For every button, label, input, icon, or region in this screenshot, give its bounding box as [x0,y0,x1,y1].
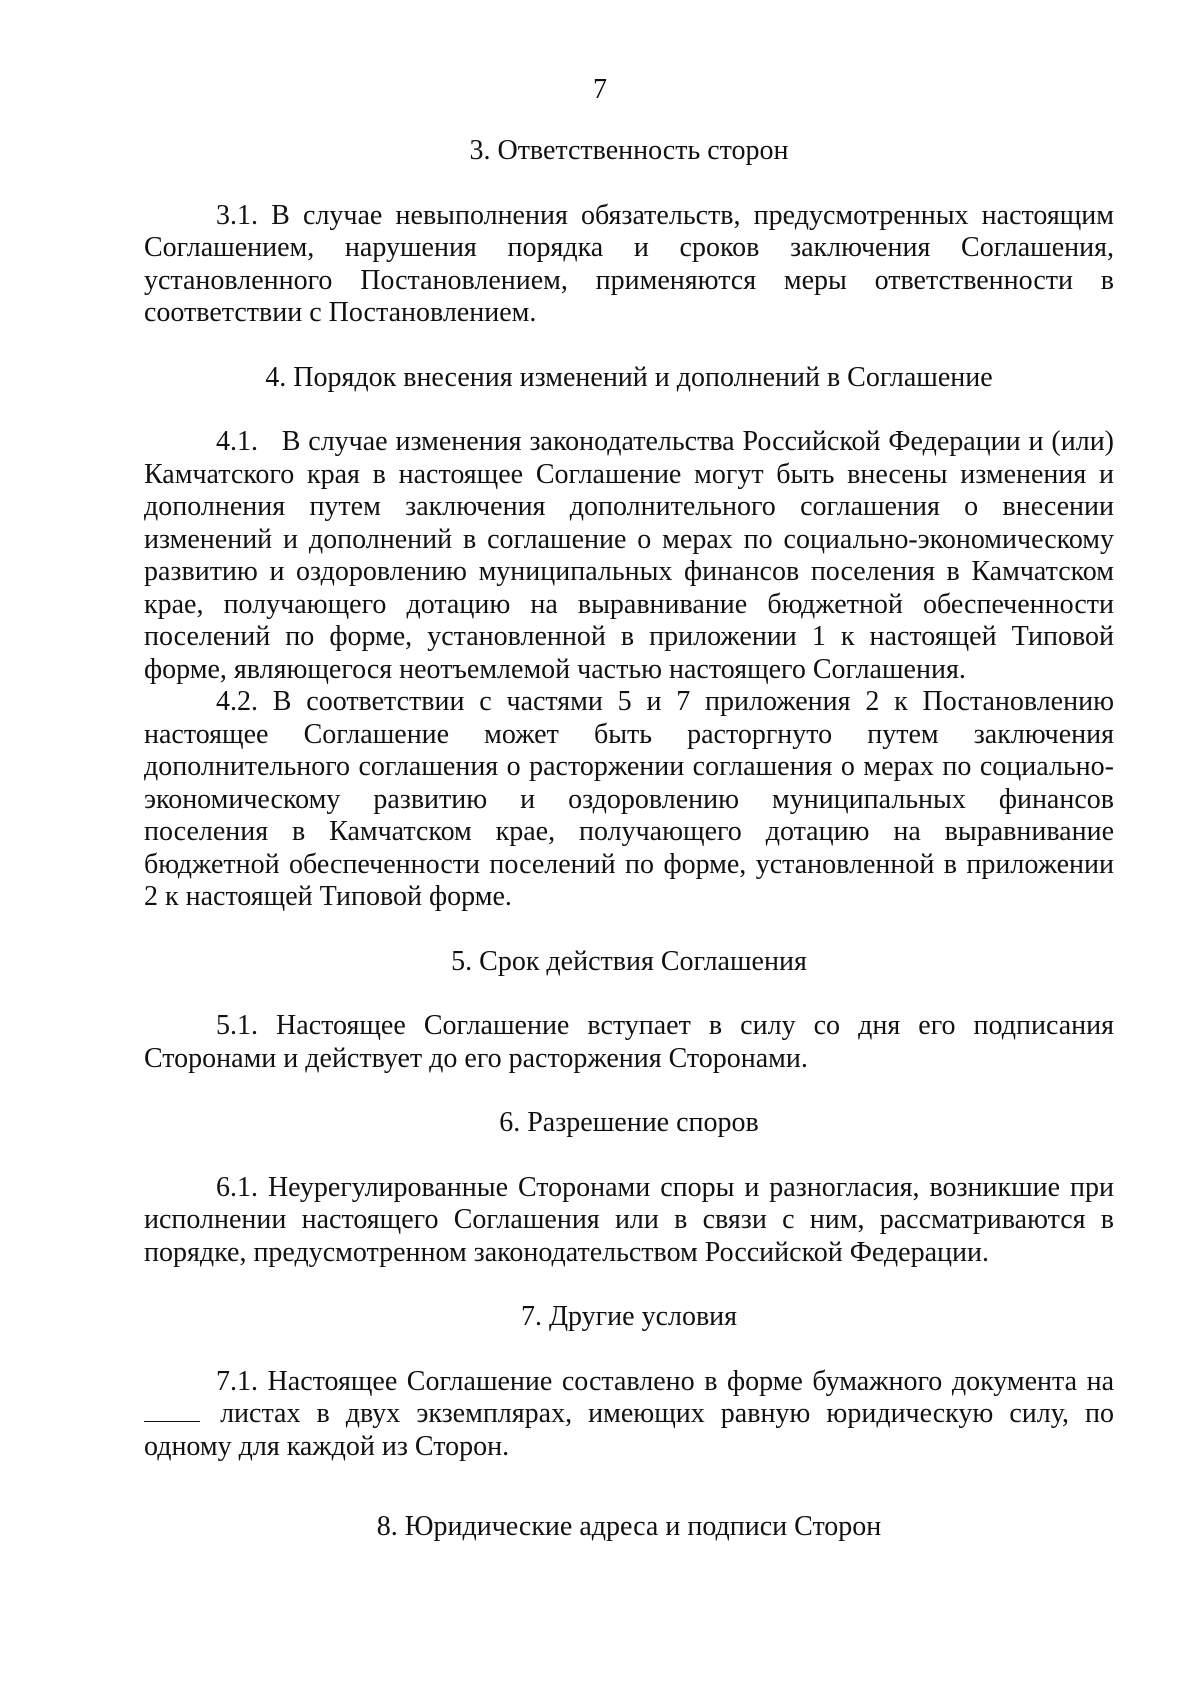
section-7-paragraph-1 [144,1366,1114,1464]
section-6-paragraph-1: 6.1. Неурегулированные Сторонами споры и разногласия, возникшие при исполнении настоящего Соглашения или в связи с ним, рассматриваются в порядке, предусмотренном законодательством Российской Федерации. [144,1171,1114,1268]
sheet-count-blank [144,1399,200,1422]
section-7-paragraph-1-end: листах в двух экземплярах, имеющих равную юридическую силу, по одному для каждой из Сторон. [144,1398,1114,1462]
section-5-paragraph-1: 5.1. Настоящее Соглашение вступает в силу со дня его подписания Сторонами и действует до его расторжения Сторонами. [144,1010,1114,1074]
document-body [144,135,1121,1544]
section-7-heading: 7. Другие условия [520,1301,738,1332]
section-3-paragraph-1: 3.1. В случае невыполнения обязательств, предусмотренных настоящим Соглашением, нарушения порядка и сроков заключения Соглашения, установленного Постановлением, применяются меры ответственности в соответствии с Постановлением. [144,199,1114,328]
page-number: 7 [593,74,607,105]
section-4-paragraph-2: 4.2. В соответствии с частями 5 и 7 приложения 2 к Постановлению настоящее Соглашение может быть расторгнуто путем заключения дополнительного соглашения о расторжении соглашения о мерах по социально-экономическому развитию и оздоровлению муниципальных финансов поселения в Камчатском крае, получающего дотацию на выравнивание бюджетной обеспеченности поселений по форме, установленной в приложении 2 к настоящей Типовой форме. [144,686,1114,912]
section-4-paragraph-1: 4.1. В случае изменения законодательства Российской Федерации и (или) Камчатского края в настоящее Соглашение могут быть внесены изменения и дополнения путем заключения дополнительного соглашения о внесении изменений и дополнений в соглашение о мерах по социально-экономическому развитию и оздоровлению муниципальных финансов поселения в Камчатском крае, получающего дотацию на выравнивание бюджетной обеспеченности поселений по форме, установленной в приложении 1 к настоящей Типовой форме, являющегося неотъемлемой частью настоящего Соглашения. [144,426,1121,685]
section-5-heading: 5. Срок действия Соглашения [451,945,807,977]
section-6-heading: 6. Разрешение споров [499,1107,759,1138]
section-3-heading: 3. Ответственность сторон [469,135,789,166]
section-4-heading: 4. Порядок внесения изменений и дополнений в Соглашение [265,361,993,393]
section-7-paragraph-1-start: 7.1. Настоящее Соглашение составлено в форме бумажного документа на [216,1365,1114,1397]
section-8-heading: 8. Юридические адреса и подписи Сторон [376,1511,882,1542]
